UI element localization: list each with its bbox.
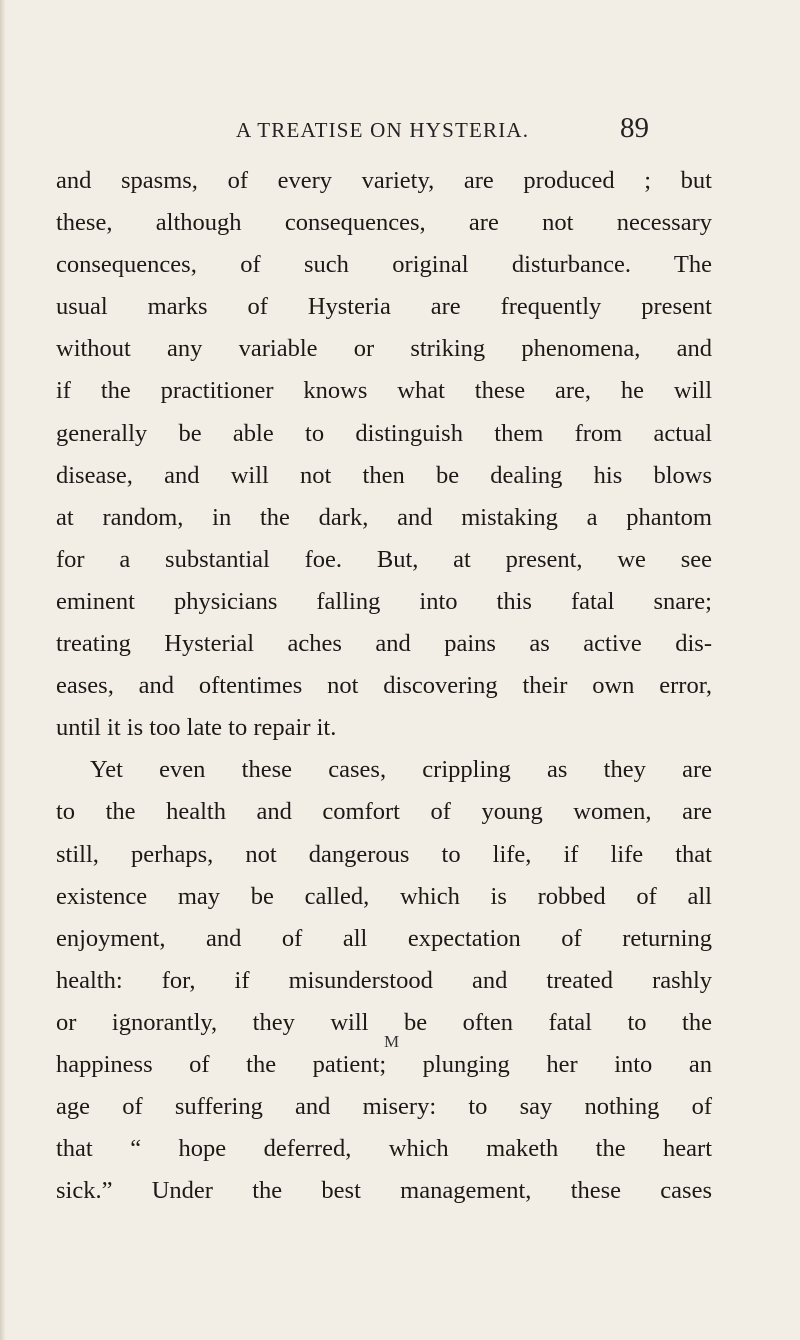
text-line: without any variable or striking phenomena, and [56,335,712,363]
text-line: if the practitioner knows what these are, he will [56,377,712,405]
text-line: age of suffering and misery: to say nothing of [56,1093,712,1121]
text-line: existence may be called, which is robbed of all [56,882,712,910]
text-line: consequences, of such original disturbance. The [56,251,712,279]
text-line: happiness of the patient; plunging her into an [56,1050,712,1078]
text-line: still, perhaps, not dangerous to life, if life that [56,840,712,868]
page-number: 89 [620,112,649,144]
text-line: sick.” Under the best management, these cases [56,1177,712,1205]
text-line: or ignorantly, they will be often fatal to the [56,1008,712,1036]
text-line: at random, in the dark, and mistaking a phantom [56,503,712,531]
text-line: for a substantial foe. But, at present, we see [56,545,712,573]
text-line: and spasms, of every variety, are produced ; but [56,167,712,194]
text-line: that “ hope deferred, which maketh the heart [56,1135,712,1163]
running-title: A TREATISE ON HYSTERIA. [236,118,530,142]
text-line: eases, and oftentimes not discovering their own error, [56,672,712,700]
text-line: these, although consequences, are not necessary [56,209,712,237]
text-line: until it is too late to repair it. [56,714,337,742]
text-line: generally be able to distinguish them from actual [56,419,712,447]
text-line: Yet even these cases, crippling as they are [90,756,712,784]
text-line: treating Hysterial aches and pains as active dis- [56,630,712,658]
body-text [56,160,712,1212]
text-line: disease, and will not then be dealing his blows [56,461,712,489]
text-line: to the health and comfort of young women, are [56,798,712,826]
signature-mark: M [384,1032,400,1051]
page-gutter-shadow [0,0,6,1340]
text-line: health: for, if misunderstood and treated rashly [56,966,712,994]
text-line: eminent physicians falling into this fatal snare; [56,587,712,615]
text-line: usual marks of Hysteria are frequently present [56,293,712,321]
text-line: enjoyment, and of all expectation of returning [56,924,712,952]
